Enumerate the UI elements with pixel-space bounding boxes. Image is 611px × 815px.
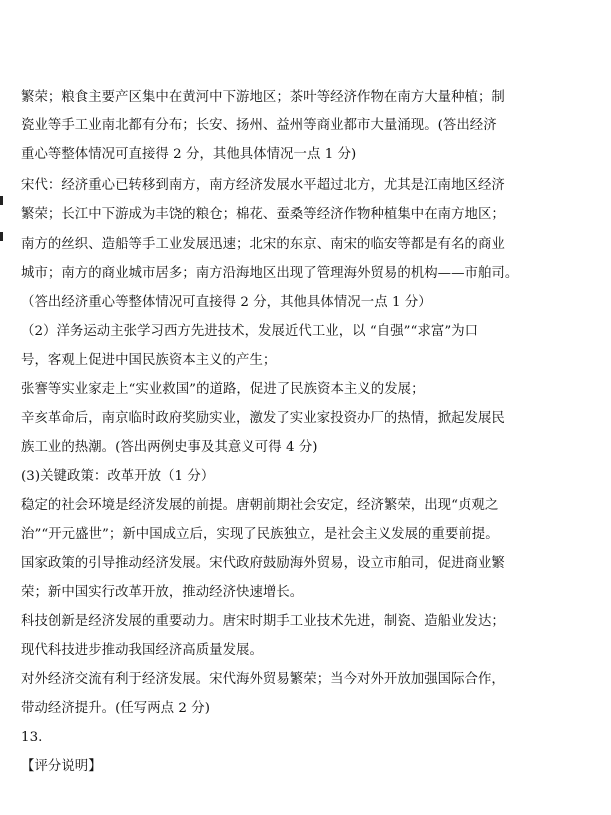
text-line: 南方的丝织、造船等手工业发展迅速；北宋的东京、南宋的临安等都是有名的商业: [21, 237, 505, 252]
text-line: 繁荣；粮食主要产区集中在黄河中下游地区；茶叶等经济作物在南方大量种植；制: [21, 90, 505, 105]
question-number: 13.: [21, 730, 43, 745]
text-line: 重心等整体情况可直接得 2 分，其他具体情况一点 1 分): [21, 147, 357, 162]
text-line: 城市；南方的商业城市居多；南方沿海地区出现了管理海外贸易的机构——市舶司。: [21, 266, 519, 281]
page-edge-mark: [0, 232, 3, 241]
section-heading: 【评分说明】: [21, 759, 102, 774]
text-line: 辛亥革命后，南京临时政府奖励实业，激发了实业家投资办厂的热情，掀起发展民: [21, 411, 505, 426]
text-line: 号，客观上促进中国民族资本主义的产生；: [21, 353, 277, 368]
text-line: 科技创新是经济发展的重要动力。唐宋时期手工业技术先进，制瓷、造船业发达；: [21, 614, 505, 629]
text-line: 宋代：经济重心已转移到南方，南方经济发展水平超过北方，尤其是江南地区经济: [21, 178, 505, 193]
text-line: 稳定的社会环境是经济发展的前提。唐朝前期社会安定，经济繁荣，出现“贞观之: [21, 498, 499, 513]
text-line: 现代科技进步推动我国经济高质量发展。: [21, 643, 263, 658]
text-line: 繁荣；长江中下游成为丰饶的粮仓；棉花、蚕桑等经济作物种植集中在南方地区；: [21, 207, 505, 222]
text-line: （2）洋务运动主张学习西方先进技术，发展近代工业，以 “自强”“求富”为口: [21, 324, 479, 339]
text-line: 国家政策的引导推动经济发展。宋代政府鼓励海外贸易，设立市舶司，促进商业繁: [21, 556, 505, 571]
text-line: 族工业的热潮。(答出两例史事及其意义可得 4 分): [21, 440, 318, 455]
text-line: 荣；新中国实行改革开放，推动经济快速增长。: [21, 585, 304, 600]
page-edge-mark: [0, 196, 3, 205]
text-line: （答出经济重心等整体情况可直接得 2 分，其他具体情况一点 1 分）: [21, 295, 432, 310]
text-line: 治”“开元盛世”；新中国成立后，实现了民族独立，是社会主义发展的重要前提。: [21, 527, 499, 542]
text-line: 对外经济交流有利于经济发展。宋代海外贸易繁荣；当今对外开放加强国际合作，: [21, 672, 505, 687]
text-line: 瓷业等手工业南北都有分布；长安、扬州、益州等商业都市大量涌现。(答出经济: [21, 118, 497, 133]
text-line: 带动经济提升。(任写两点 2 分): [21, 701, 211, 716]
text-line: (3)关键政策：改革开放（1 分）: [21, 469, 215, 484]
text-line: 张謇等实业家走上“实业救国”的道路，促进了民族资本主义的发展；: [21, 382, 425, 397]
